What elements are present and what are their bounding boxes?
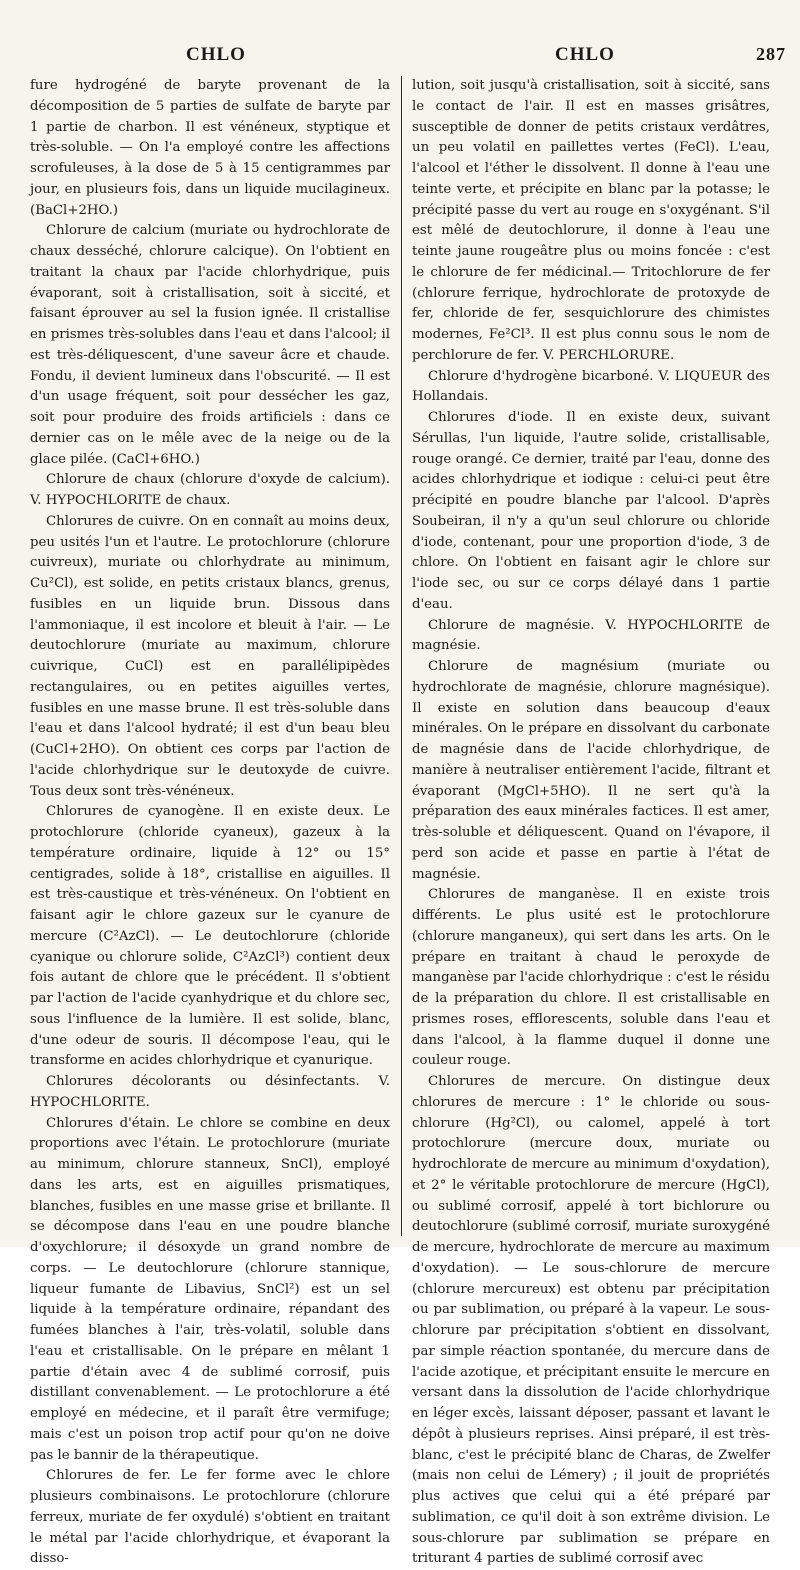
entry-chlorure-de-calcium: Chlorure de calcium (muriate ou hydrochlorate de chaux desséché, chlorure calcique). On l'obtient en traitant la chaux par l'acide chlorhydrique, puis évaporant, soit à cristallisation, soit à siccité, et faisant éprouver au sel la fusion ignée. Il cristallise en prismes très-solubles dans l'eau et dans l'alcool; il est très-déliquescent, d'une saveur âcre et chaude. Fondu, il devient lumineux dans l'obscurité. — Il est d'un usage fréquent, soit pour dessécher les gaz, soit pour produire des froids artificiels : dans ce dernier cas on le mêle avec de la neige ou de la glace pilée. (CaCl+6HO.)	[30, 223, 390, 467]
column-divider	[401, 76, 402, 1236]
entry-chlorures-de-fer: Chlorures de fer. Le fer forme avec le chlore plusieurs combinaisons. Le protochlorure (chlorure ferreux, muriate de fer oxydulé) s'obtient en traitant le métal par l'acide chlorhydrique, et évaporant la disso-	[30, 1468, 390, 1567]
header-left-word: CHLO	[186, 44, 246, 65]
entry-chlorures-d-etain: Chlorures d'étain. Le chlore se combine en deux proportions avec l'étain. Le protochlorure (muriate au minimum, chlorure stanneux, SnCl), employé dans les arts, est en aiguilles prismatiques, blanches, fusibles en une masse grise et brillante. Il se décompose dans l'eau en une poudre blanche d'oxychlorure; il désoxyde un grand nombre de corps. — Le deutochlorure (chlorure stannique, liqueur fumante de Libavius, SnCl²) est un sel liquide à la température ordinaire, répandant des fumées blanches à l'air, très-volatil, soluble dans l'eau et cristallisable. On le prépare en mêlant 1 partie d'étain avec 4 de sublimé corrosif, puis distillant convenablement. — Le protochlorure a été employé en médecine, et il paraît être vermifuge; mais c'est un poison trop actif pour qu'on ne doive pas le bannir de la thérapeutique.	[30, 1115, 390, 1463]
entry-chlorures-de-cuivre: Chlorures de cuivre. On en connaît au moins deux, peu usités l'un et l'autre. Le protochlorure (chlorure cuivreux), muriate ou chlorhydrate au minimum, Cu²Cl), est solide, en petits cristaux blancs, grenus, fusibles en un liquide brun. Dissous dans l'ammoniaque, il est incolore et bleuit à l'air. — Le deutochlorure (muriate au maximum, chlorure cuivrique, CuCl) est en parallélipipèdes rectangulaires, ou en petites aiguilles vertes, fusibles en une masse brune. Il est très-soluble dans l'eau et dans l'alcool hydraté; il est d'un beau bleu (CuCl+2HO). On obtient ces corps par l'action de l'acide chlorhydrique sur le deutoxyde de cuivre. Tous deux sont très-vénéneux.	[30, 513, 390, 799]
entry-chlorure-de-magnesium: Chlorure de magnésium (muriate ou hydrochlorate de magnésie, chlorure magnésique). Il existe en solution dans beaucoup d'eaux minérales. On le prépare en dissolvant du carbonate de magnésie dans de l'acide chlorhydrique, de manière à neutraliser entièrement l'acide, filtrant et évaporant (MgCl+5HO). Il ne sert qu'à la préparation des eaux minérales factices. Il est amer, très-soluble et déliquescent. Quand on l'évapore, il perd son acide et passe en partie à l'état de magnésie.	[412, 659, 770, 882]
entry-chlorures-de-cyanogene: Chlorures de cyanogène. Il en existe deux. Le protochlorure (chloride cyaneux), gazeux à la température ordinaire, liquide à 12° ou 15° centigrades, solide à 18°, cristallise en aiguilles. Il est très-caustique et très-vénéneux. On l'obtient en faisant agir le chlore gazeux sur le cyanure de mercure (C²AzCl). — Le deutochlorure (chloride cyanique ou chlorure solide, C²AzCl³) contient deux fois autant de chlore que le précédent. Il s'obtient par l'action de l'acide cyanhydrique et du chlore sec, sous l'influence de la lumière. Il est solide, blanc, d'une odeur de souris. Il décompose l'eau, qui le transforme en acides chlorhydrique et cyanurique.	[30, 804, 390, 1069]
page-number: 287	[756, 44, 786, 64]
paragraph: lution, soit jusqu'à cristallisation, soit à siccité, sans le contact de l'air. Il est en masses grisâtres, susceptible de donner de petits cristaux verdâtres, un peu volatil en paillettes vertes (FeCl). L'eau, l'alcool et l'éther le dissolvent. Il donne à l'eau une teinte verte, et précipite en blanc par la potasse; le précipité passe du vert au rouge en s'oxygénant. S'il est mêlé de deutochlorure, il donne à l'eau une teinte jaune rougeâtre plus ou moins foncée : c'est le chlorure de fer médicinal.— Tritochlorure de fer (chlorure ferrique, hydrochlorate de protoxyde de fer, chloride de fer, sesquichlorure des chimistes modernes, Fe²Cl³. Il est plus connu sous le nom de perchlorure de fer. V. PERCHLORURE.	[412, 78, 770, 363]
left-column	[30, 76, 390, 1567]
entry-chlorure-de-chaux: Chlorure de chaux (chlorure d'oxyde de calcium). V. HYPOCHLORITE de chaux.	[30, 472, 390, 508]
entry-chlorure-de-magnesie: Chlorure de magnésie. V. HYPOCHLORITE de magnésie.	[412, 617, 770, 654]
header-right-word: CHLO	[555, 44, 615, 65]
entry-chlorures-decolorants: Chlorures décolorants ou désinfectants. V. HYPOCHLORITE.	[30, 1074, 390, 1110]
entry-chlorures-d-iode: Chlorures d'iode. Il en existe deux, suivant Sérullas, l'un liquide, l'autre solide, cristallisable, rouge orangé. Ce dernier, traité par l'eau, donne des acides chlorhydrique et iodique : celui-ci peut être précipité en poudre blanche par l'alcool. D'après Soubeiran, il n'y a qu'un seul chlorure ou chloride d'iode, contenant, pour une proportion d'iode, 3 de chlore. On l'obtient en faisant agir le chlore sur l'iode sec, ou sur ce corps délayé dans 1 partie d'eau.	[412, 410, 770, 612]
running-header	[0, 44, 800, 72]
entry-chlorure-d-hydrogene: Chlorure d'hydrogène bicarboné. V. LIQUEUR des Hollandais.	[412, 368, 770, 405]
paragraph: fure hydrogéné de baryte provenant de la décomposition de 5 parties de sulfate de baryte par 1 partie de charbon. Il est vénéneux, styptique et très-soluble. — On l'a employé contre les affections scrofuleuses, à la dose de 5 à 15 centigrammes par jour, en plusieurs fois, dans un liquide mucilagineux. (BaCl+2HO.)	[30, 78, 390, 218]
right-column	[412, 76, 770, 1567]
entry-chlorures-de-manganese: Chlorures de manganèse. Il en existe trois différents. Le plus usité est le protochlorure (chlorure manganeux), qui sert dans les arts. On le prépare en traitant à chaud le peroxyde de manganèse par l'acide chlorhydrique : c'est le résidu de la préparation du chlore. Il est cristallisable en prismes roses, efflorescents, soluble dans l'eau et dans l'alcool, à la flamme duquel il donne une couleur rouge.	[412, 887, 770, 1069]
entry-chlorures-de-mercure: Chlorures de mercure. On distingue deux chlorures de mercure : 1° le chloride ou sous-chlorure (Hg²Cl), ou calomel, appelé à tort protochlorure (mercure doux, muriate ou hydrochlorate de mercure au minimum d'oxydation), et 2° le véritable protochlorure de mercure (HgCl), ou sublimé corrosif, appelé à tort bichlorure ou deutochlorure (sublimé corrosif, muriate suroxygéné de mercure, hydrochlorate de mercure au maximum d'oxydation). — Le sous-chlorure de mercure (chlorure mercureux) est obtenu par précipitation ou par sublimation, ou préparé à la vapeur. Le sous-chlorure par précipitation s'obtient en dissolvant, par simple réaction spontanée, du mercure dans de l'acide azotique, et précipitant ensuite le mercure en versant dans la dissolution de l'acide chlorhydrique en léger excès, laissant déposer, passant et lavant le dépôt à plusieurs reprises. Ainsi préparé, il est très-blanc, c'est le précipité blanc de Charas, de Zwelfer (mais non celui de Lémery) ; il jouit de propriétés plus actives que celui qui a été préparé par sublimation, ce qu'il doit à son extrême division. Le sous-chlorure par sublimation se prépare en triturant 4 parties de sublimé corrosif avec	[412, 1074, 770, 1567]
